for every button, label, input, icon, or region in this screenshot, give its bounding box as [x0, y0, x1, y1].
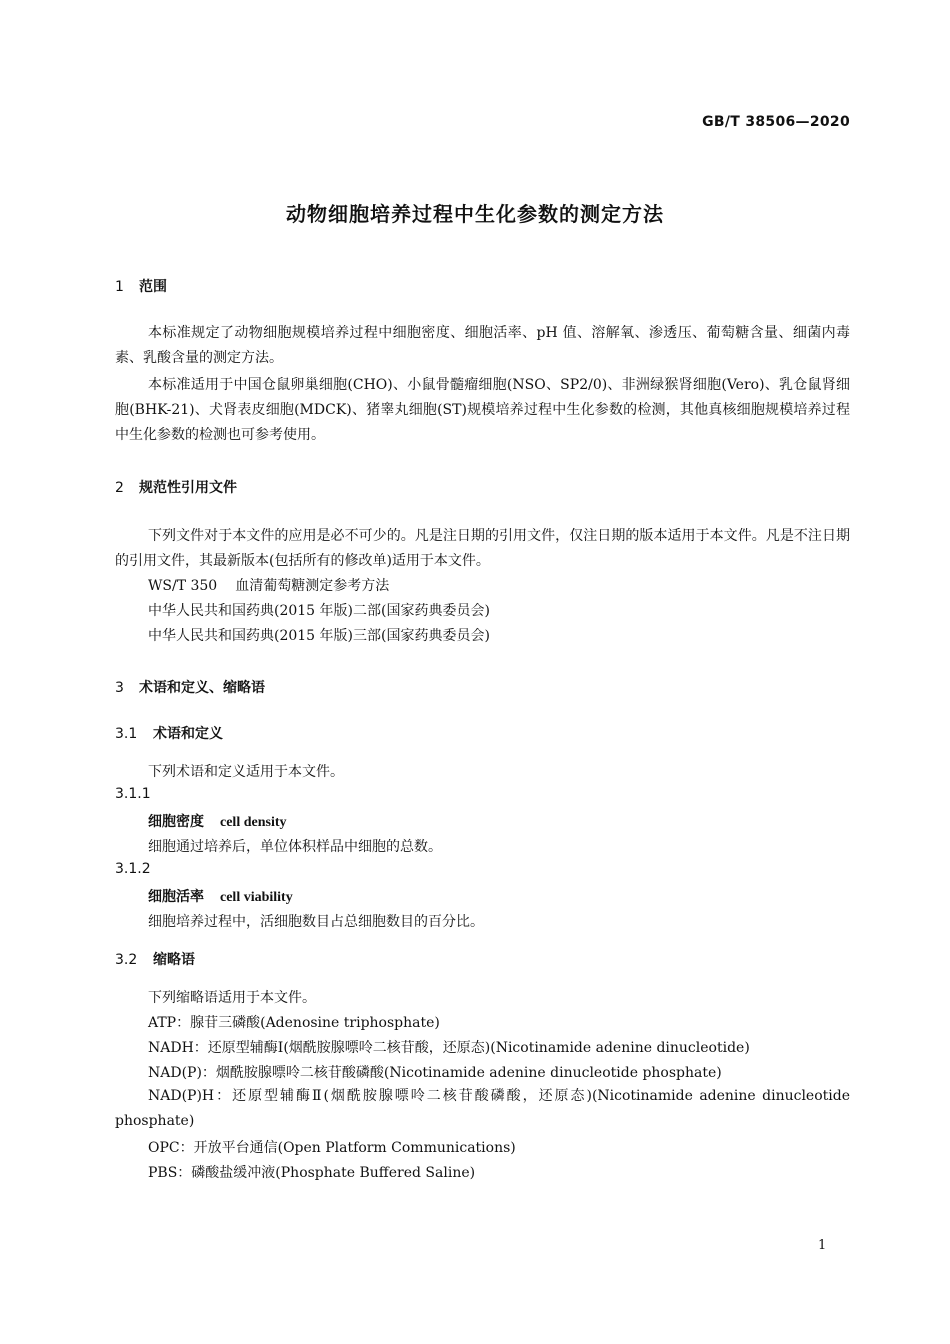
term-cn: 细胞密度: [148, 814, 204, 830]
page-number: 1: [818, 1238, 827, 1253]
standard-number: GB/T 38506—2020: [702, 114, 850, 130]
term-heading: [148, 886, 293, 906]
subsection-title: 术语和定义: [153, 726, 223, 742]
reference-item: 中华人民共和国药典(2015 年版)三部(国家药典委员会): [148, 628, 490, 644]
abbreviation-item: OPC：开放平台通信(Open Platform Communications): [148, 1140, 516, 1156]
reference-code: WS/T 350: [148, 578, 218, 594]
abbreviation-item: PBS：磷酸盐缓冲液(Phosphate Buffered Saline): [148, 1165, 476, 1181]
term-heading: [148, 811, 287, 831]
reference-name: 血清葡萄糖测定参考方法: [235, 578, 390, 594]
term-number: 3.1.1: [115, 786, 151, 802]
subsection-number: 3.1: [115, 726, 138, 742]
abbreviation-item: NAD(P)：烟酰胺腺嘌呤二核苷酸磷酸(Nicotinamide adenine dinucleotide phosphate): [148, 1065, 722, 1081]
scope-paragraph-1: 本标准规定了动物细胞规模培养过程中细胞密度、细胞活率、pH 值、溶解氧、渗透压、葡萄糖含量、细菌内毒素、乳酸含量的测定方法。: [115, 325, 850, 366]
reference-item: 中华人民共和国药典(2015 年版)二部(国家药典委员会): [148, 603, 490, 619]
term-en: cell viability: [220, 890, 293, 905]
refs-intro: 下列文件对于本文件的应用是必不可少的。凡是注日期的引用文件，仅注日期的版本适用于本文件。凡是不注日期的引用文件，其最新版本(包括所有的修改单)适用于本文件。: [115, 528, 850, 569]
reference-item: [148, 575, 389, 595]
terms-intro: 下列术语和定义适用于本文件。: [148, 764, 344, 780]
abbreviations-intro: 下列缩略语适用于本文件。: [148, 990, 316, 1006]
document-title: 动物细胞培养过程中生化参数的测定方法: [286, 202, 664, 226]
term-en: cell density: [220, 815, 287, 830]
subsection-title: 缩略语: [153, 952, 195, 968]
section-title: 范围: [139, 279, 167, 295]
abbreviation-item: NADH：还原型辅酶Ⅰ(烟酰胺腺嘌呤二核苷酸，还原态)(Nicotinamide adenine dinucleotide): [148, 1040, 750, 1056]
term-number: 3.1.2: [115, 861, 151, 877]
section-heading-terms: [115, 677, 265, 697]
abbreviation-item: ATP：腺苷三磷酸(Adenosine triphosphate): [148, 1015, 440, 1031]
section-number: 2: [115, 480, 124, 496]
section-heading-refs: [115, 477, 237, 497]
scope-paragraph-2: 本标准适用于中国仓鼠卵巢细胞(CHO)、小鼠骨髓瘤细胞(NSO、SP2/0)、非洲绿猴肾细胞(Vero)、乳仓鼠肾细胞(BHK-21)、犬肾表皮细胞(MDCK)、猪睾丸细胞(ST)规模培养过程中生化参数的检测，其他真核细胞规模培养过程中生化参数的检测也可参考使用。: [115, 377, 850, 443]
section-number: 1: [115, 279, 124, 295]
section-number: 3: [115, 680, 124, 696]
subsection-heading-terms-definitions: [115, 723, 223, 743]
section-title: 规范性引用文件: [139, 480, 237, 496]
section-heading-scope: [115, 276, 167, 296]
term-definition: 细胞培养过程中，活细胞数目占总细胞数目的百分比。: [148, 914, 484, 930]
term-definition: 细胞通过培养后，单位体积样品中细胞的总数。: [148, 839, 442, 855]
abbreviation-item: NAD(P)H：还原型辅酶Ⅱ(烟酰胺腺嘌呤二核苷酸磷酸，还原态)(Nicotinamide adenine dinucleotide phosphate): [115, 1088, 850, 1129]
section-title: 术语和定义、缩略语: [139, 680, 265, 696]
subsection-number: 3.2: [115, 952, 138, 968]
term-cn: 细胞活率: [148, 889, 204, 905]
subsection-heading-abbreviations: [115, 949, 195, 969]
